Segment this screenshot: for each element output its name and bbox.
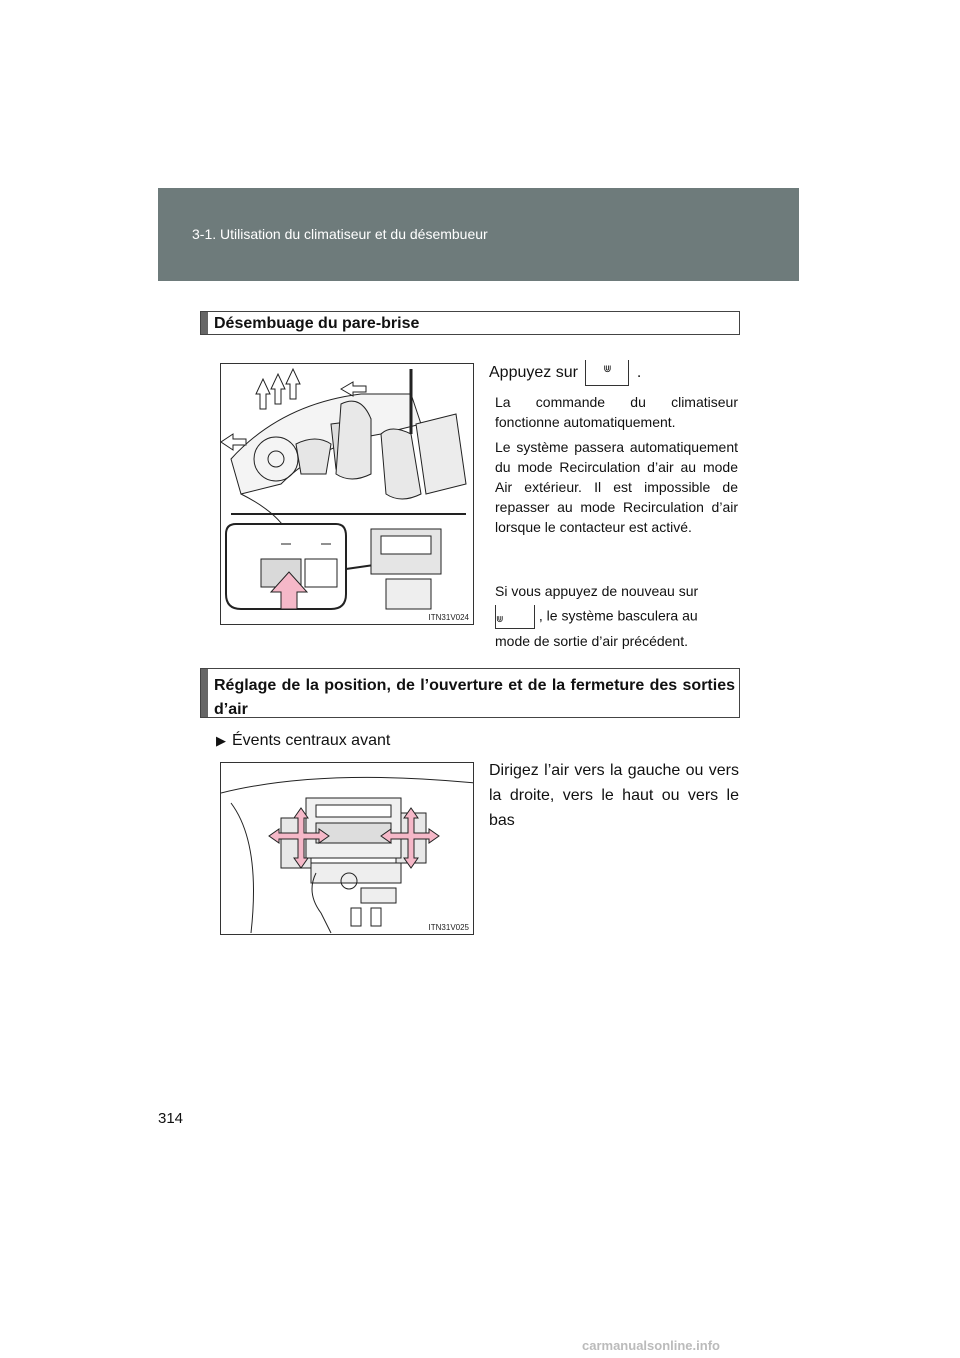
defrost-button-frame (585, 360, 629, 386)
chapter-title: 3-1. Utilisation du climatiseur et du désembueur (192, 226, 488, 242)
section-accent-bar (201, 312, 208, 334)
illustration-code: ITN31V024 (428, 613, 469, 622)
paragraph-press-again-end: mode de sortie d’air précédent. (495, 633, 688, 649)
dashboard-drawing (221, 364, 474, 625)
central-vents-illustration (220, 762, 474, 935)
paragraph-press-again: Si vous appuyez de nouveau sur (495, 583, 699, 599)
paragraph-mid-text: , le système basculera au (538, 607, 698, 624)
section-title: Désembuage du pare-brise (214, 315, 420, 332)
windshield-defrost-icon: ⋓ (496, 614, 504, 624)
defrost-button-frame-small (495, 605, 535, 629)
press-text: Appuyez sur (489, 364, 578, 382)
press-period: . (636, 364, 642, 382)
illustration-code: ITN31V025 (428, 923, 469, 932)
dashboard-defrost-illustration (220, 363, 474, 625)
section-heading-defrost (200, 311, 740, 335)
paragraph-press-again-line2 (495, 605, 738, 629)
windshield-defrost-icon: ⋓ (603, 364, 612, 375)
vents-instruction: Dirigez l’air vers la gauche ou vers la droite, vers le haut ou vers le bas (489, 762, 739, 829)
watermark-text: carmanualsonline.info (582, 1338, 720, 1353)
section-heading-vents (200, 668, 740, 718)
paragraph-recirculation: Le système passera automatiquement du mode Recirculation d’air au mode Air extérieur. Il est impossible de repasser au mode Recirculation d’air lorsque le contacteur est activé. (495, 439, 738, 535)
paragraph-auto: La commande du climatiseur fonctionne automatiquement. (495, 394, 738, 430)
chapter-header (158, 188, 799, 281)
subheading-central-vents (216, 732, 390, 750)
page-number: 314 (158, 1110, 184, 1127)
section-accent-bar (201, 669, 208, 717)
section-title: Réglage de la position, de l’ouverture et de la fermeture des sorties d’air (214, 677, 735, 718)
vents-drawing (221, 763, 474, 935)
subheading-text: Évents centraux avant (232, 732, 391, 749)
triangle-right-icon: ▶ (216, 733, 226, 748)
press-instruction (489, 360, 641, 386)
